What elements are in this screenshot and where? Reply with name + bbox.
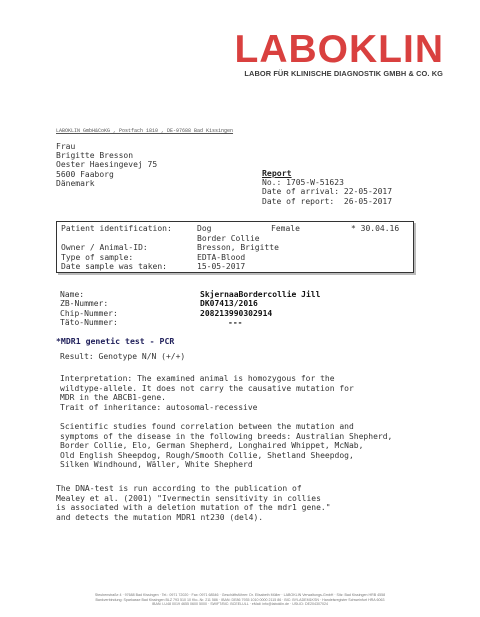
chip-label: Chip-Nummer:	[60, 308, 118, 318]
breed: Border Collie	[197, 233, 260, 243]
inheritance-line: Trait of inheritance: autosomal-recessive	[60, 402, 258, 412]
sample-type-label: Type of sample:	[61, 252, 134, 262]
patient-id-label: Patient identification:	[61, 224, 172, 233]
sample-date: 15-05-2017	[197, 262, 246, 271]
studies-line: symptoms of the disease in the following breeds: Australian Shepherd,	[60, 431, 393, 441]
studies-line: Scientific studies found correlation between the mutation and	[60, 422, 354, 431]
scientific-studies	[60, 422, 392, 470]
laboklin-logo: LABOKLIN	[234, 28, 444, 71]
owner-label: Owner / Animal-ID:	[61, 243, 148, 252]
method-description	[56, 484, 331, 522]
interpretation-line: Interpretation: The examined animal is homozygous for the	[60, 374, 335, 383]
recipient-line: Dänemark	[56, 178, 95, 188]
species: Dog	[197, 224, 212, 233]
tattoo-number: ---	[228, 318, 243, 328]
report-info	[262, 178, 392, 206]
zb-label: ZB-Nummer:	[60, 299, 109, 309]
sender-line: LABOKLIN GmbH&CoKG , Postfach 1810 , DE-97688 Bad Kissingen	[56, 128, 234, 134]
tattoo-label: Täto-Nummer:	[60, 318, 118, 328]
name-label: Name:	[60, 290, 85, 299]
studies-line: Old English Sheepdog, Rough/Smooth Collie, Shetland Sheepdog,	[60, 450, 354, 460]
patient-identification-box	[56, 221, 414, 273]
interpretation	[60, 374, 354, 412]
interpretation-line: wildtype-allele. It does not carry the causative mutation for	[60, 383, 354, 393]
chip-number: 208213990302914	[200, 308, 273, 318]
sex: Female	[271, 224, 300, 233]
birth-date: * 30.04.16	[351, 224, 400, 233]
date-of-report: Date of report: 26-05-2017	[262, 196, 393, 206]
recipient-line: Oester Haesingevej 75	[56, 160, 158, 170]
date-of-arrival: Date of arrival: 22-05-2017	[262, 187, 393, 197]
report-title: Report	[262, 168, 292, 178]
recipient-line: Brigitte Bresson	[56, 151, 134, 161]
footer-line: IBAN: LU48 0019 4655 0600 5000 · SWIFT/BIC: BCEELULL · eMail: info@laboklin.de · USt-ID: DE204307024	[152, 602, 328, 607]
test-result: Result: Genotype N/N (+/+)	[60, 352, 186, 361]
method-line: and detects the mutation MDR1 nt230 (del4).	[56, 512, 264, 522]
animal-name: SkjernaaBordercollie Jill	[200, 290, 321, 299]
recipient-line: Frau	[56, 142, 76, 151]
method-line: is associated with a deletion mutation of the mdr1 gene."	[56, 503, 331, 512]
footer-line: Steubenstraße 4 · 97688 Bad Kissingen · Tel.: 0971 72020 · Fax: 0971 68546 · Geschäftsführer: Dr. Elisabeth Müller · LABOKLIN Verwaltungs-GmbH · Sitz: Bad Kissingen HRB 4558	[94, 593, 386, 597]
footer	[0, 593, 480, 607]
logo-subtitle: LABOR FÜR KLINISCHE DIAGNOSTIK GMBH & CO. KG	[244, 69, 443, 78]
test-title: *MDR1 genetic test - PCR	[56, 336, 175, 346]
sample-type: EDTA-Blood	[197, 252, 246, 262]
recipient-address	[56, 142, 157, 188]
studies-line: Silken Windhound, Wäller, White Shepherd	[60, 460, 253, 469]
recipient-line: 5600 Faaborg	[56, 169, 114, 179]
footer-line: Bankverbindung: Sparkasse Bad Kissingen BLZ 793 510 10 Kto.-Nr. 211 586 · IBAN: DE86 7935 1010 0000 2115 86 · BIC: BYLADEM1KSN · Handelsregister Schweinfurt HRA 6063	[95, 597, 385, 602]
interpretation-line: MDR in the ABCB1-gene.	[60, 393, 166, 402]
sample-date-label: Date sample was taken:	[61, 262, 167, 271]
method-line: Mealey et al. (2001) "Ivermectin sensitivity in collies	[56, 493, 321, 503]
zb-number: DK07413/2016	[200, 299, 258, 309]
owner: Bresson, Brigitte	[197, 243, 279, 252]
studies-line: Border Collie, Elo, German Shepherd, Longhaired Whippet, McNab,	[60, 441, 364, 450]
method-line: The DNA-test is run according to the publication of	[56, 484, 302, 493]
report-number: No.: 1705-W-51623	[262, 178, 344, 187]
